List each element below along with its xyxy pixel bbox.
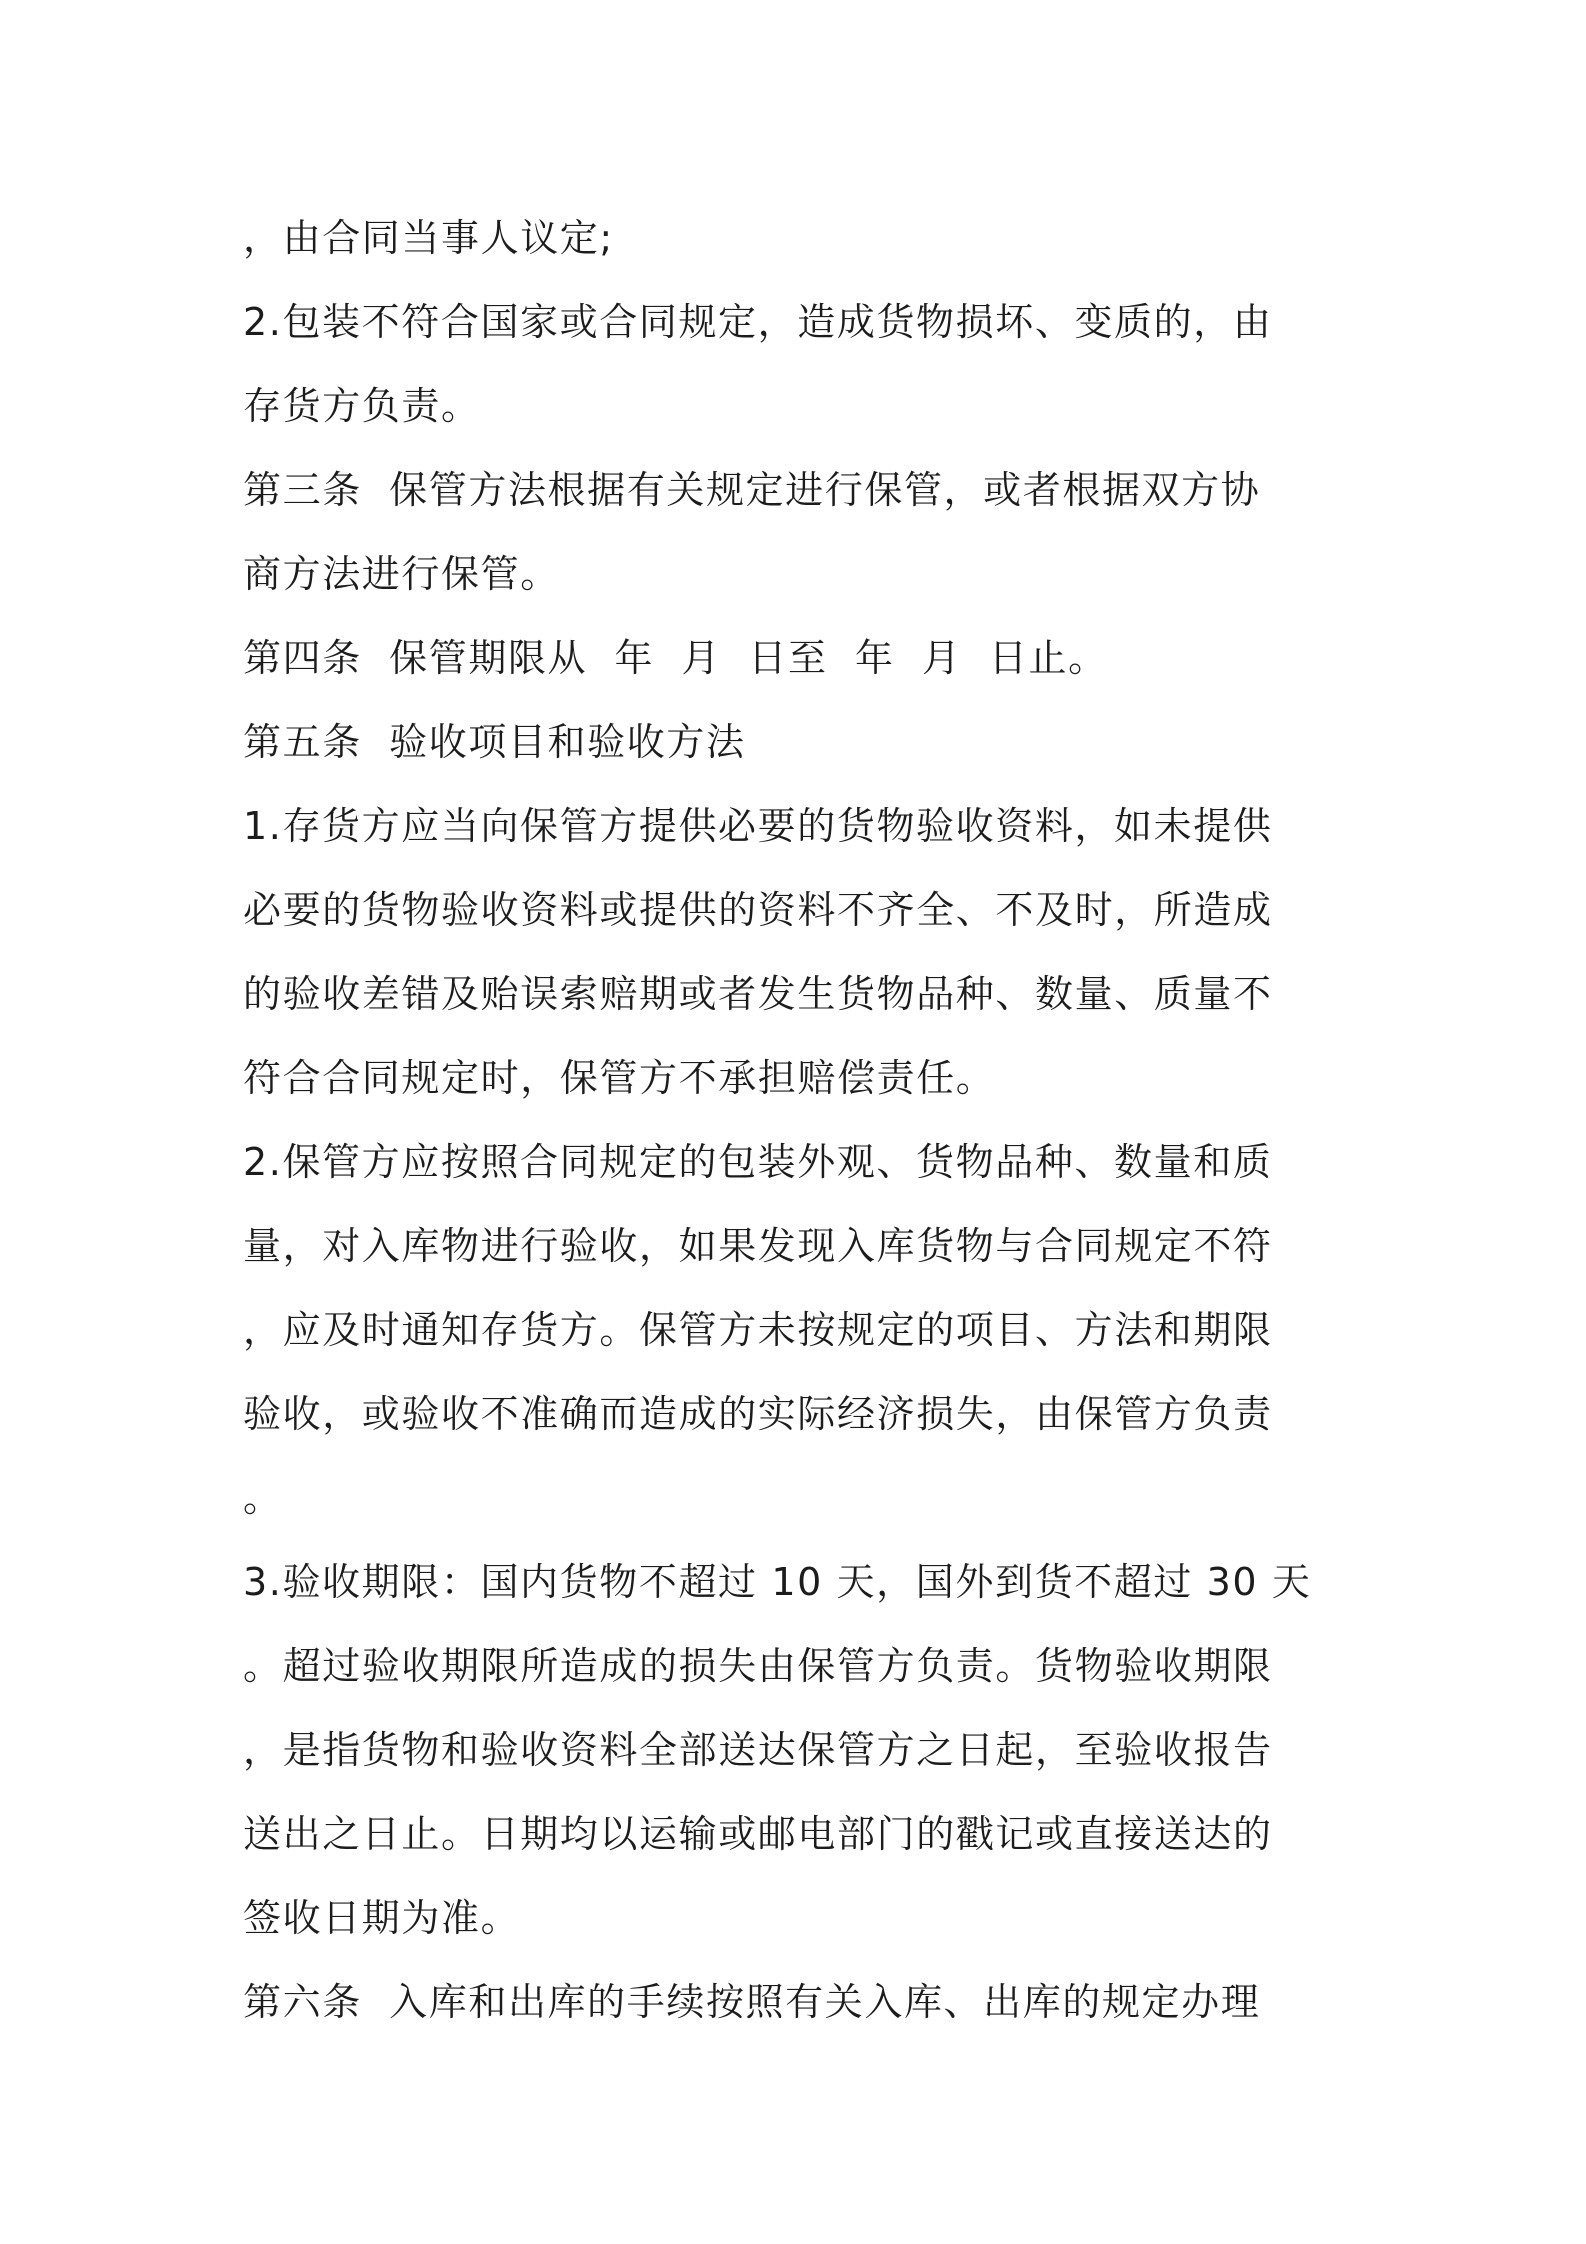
text-line: 签收日期为准。 [243, 1896, 521, 1940]
text-line: 。超过验收期限所造成的损失由保管方负责。货物验收期限 [243, 1644, 1273, 1688]
text-line: ，应及时通知存货方。保管方未按规定的项目、方法和期限 [243, 1308, 1273, 1352]
text-line: ，是指货物和验收资料全部送达保管方之日起，至验收报告 [243, 1728, 1273, 1772]
text-line: 量，对入库物进行验收，如果发现入库货物与合同规定不符 [243, 1224, 1273, 1268]
text-line: 符合合同规定时，保管方不承担赔偿责任。 [243, 1056, 996, 1100]
text-line: 存货方负责。 [243, 384, 481, 428]
text-line: 第三条 保管方法根据有关规定进行保管，或者根据双方协 [243, 468, 1261, 512]
text-line: 。 [243, 1476, 283, 1520]
text-line: 的验收差错及贻误索赔期或者发生货物品种、数量、质量不 [243, 972, 1273, 1016]
contract-text [243, 196, 1358, 2044]
text-line: 必要的货物验收资料或提供的资料不齐全、不及时，所造成 [243, 888, 1273, 932]
text-line: 2.保管方应按照合同规定的包装外观、货物品种、数量和质 [243, 1140, 1273, 1184]
text-line: 第四条 保管期限从 年 月 日至 年 月 日止。 [243, 636, 1108, 680]
text-line: 1.存货方应当向保管方提供必要的货物验收资料，如未提供 [243, 804, 1273, 848]
text-line: 商方法进行保管。 [243, 552, 560, 596]
text-line: 第六条 入库和出库的手续按照有关入库、出库的规定办理 [243, 1980, 1261, 2024]
text-line: 第五条 验收项目和验收方法 [243, 720, 746, 764]
text-line: ，由合同当事人议定; [243, 216, 614, 260]
text-line: 验收，或验收不准确而造成的实际经济损失，由保管方负责 [243, 1392, 1273, 1436]
text-line: 送出之日止。日期均以运输或邮电部门的戳记或直接送达的 [243, 1812, 1273, 1856]
text-line: 2.包装不符合国家或合同规定，造成货物损坏、变质的，由 [243, 300, 1273, 344]
text-line: 3.验收期限：国内货物不超过 10 天，国外到货不超过 30 天 [243, 1560, 1312, 1604]
